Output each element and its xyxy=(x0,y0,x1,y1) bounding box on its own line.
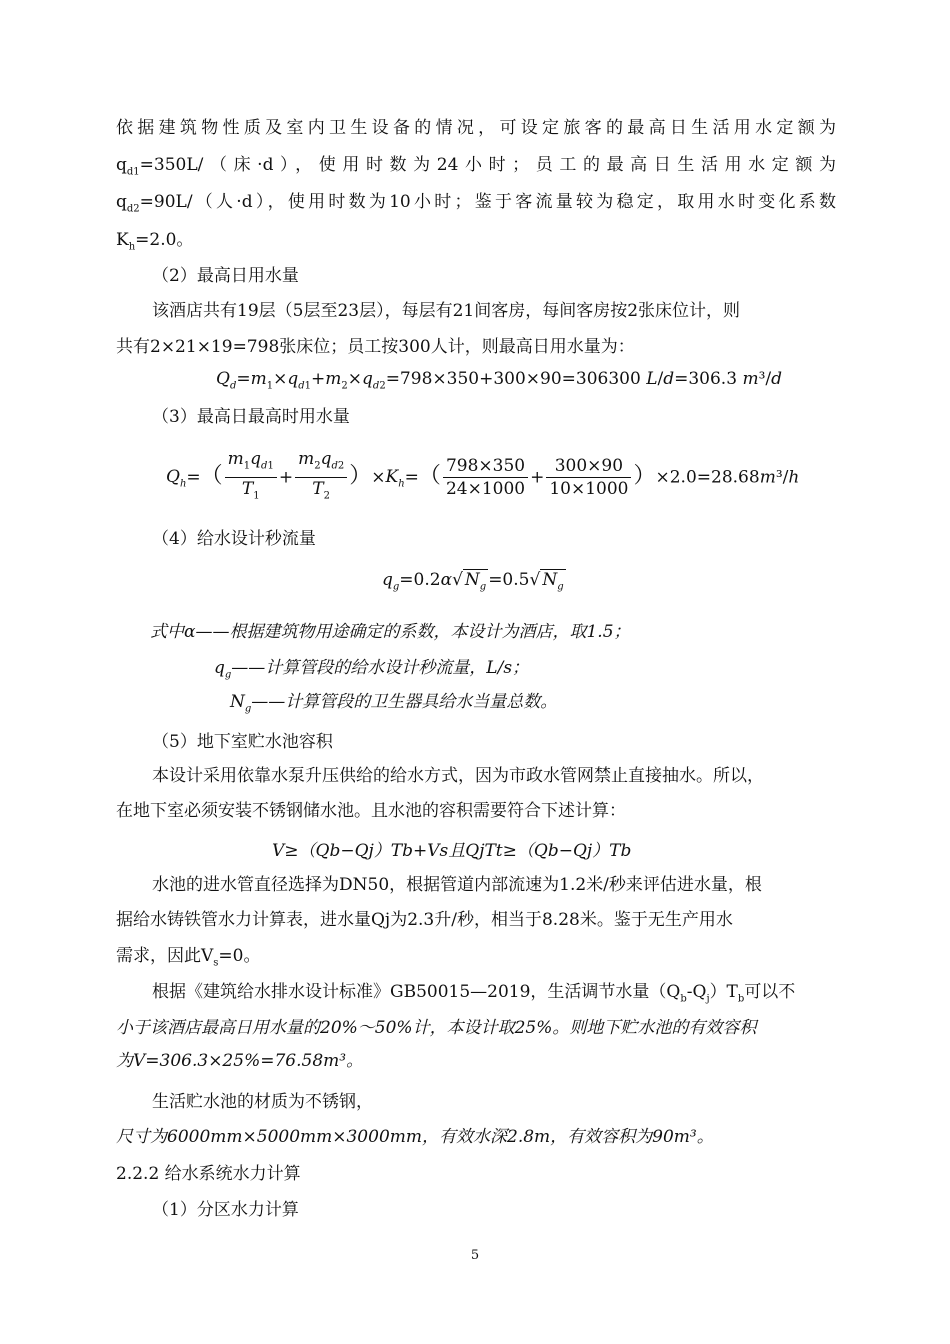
text-line: $K_h=2.0$。 xyxy=(116,230,194,253)
text-line: 在地下室必须安装不锈钢储水池。且水池的容积需要符合下述计算： xyxy=(116,801,626,821)
subheading: （4）给水设计秒流量 xyxy=(152,529,316,549)
text-line: 小于该酒店最高日用水量的20%～50%计，本设计取25%。则地下贮水池的有效容积 xyxy=(116,1018,757,1038)
formula-v: V≥（Qb−Qj）Tb+Vs且QjTt≥（Qb−Qj）Tb xyxy=(272,841,632,861)
formula-qd: $Q_d=m_1\times q_{d1}+m_2\times q_{d2}=798\times 350+300\times 90=306300$ L/d=306.3 m³/d xyxy=(216,369,782,392)
text-line: 需求，因此$V_s=0$。 xyxy=(116,946,261,969)
text-line: 尺寸为6000mm×5000mm×3000mm，有效水深2.8m，有效容积为90m³。 xyxy=(116,1127,714,1147)
formula-note: 式中α——根据建筑物用途确定的系数，本设计为酒店，取1.5； xyxy=(150,622,631,642)
qh-result: ×2.0=28.68 xyxy=(655,467,760,488)
formula-note: $q_g——$计算管段的给水设计秒流量，L/s； xyxy=(214,658,530,681)
text-line: $q_{d2}=90L/$（人·d），使用时数为10小时；鉴于客流量较为稳定，取用水时变化系数 xyxy=(116,192,836,215)
text-line: 该酒店共有19层（5层至23层），每层有21间客房，每间客房按2张床位计，则 xyxy=(152,301,741,321)
formula-qh: $Q_h=$（ $\frac{m_1q_{d1}}{T_1}$ + $\frac{m_2q_{d2}}{T_2}$ ）$\times K_h=$（ $\frac{798\times 350}{24\times 1000}$ + $\frac{300\times 90}{10\times 1000}$ ）×2.0=28.68m³/h xyxy=(166,449,800,502)
text-line: 据给水铸铁管水力计算表，进水量Qj为2.3升/秒，相当于8.28米。鉴于无生产用水 xyxy=(116,910,733,930)
text-line: $q_{d1}=350L/$（床·d），使用时数为24小时；员工的最高日生活用水定额为 xyxy=(116,155,836,178)
text-line: 共有2×21×19=798张床位；员工按300人计，则最高日用水量为： xyxy=(116,337,635,357)
formula-qg: $q_g=0.2\alpha√$ $N_g =0.5√$ $N_g$ xyxy=(382,570,564,593)
subheading: （1）分区水力计算 xyxy=(152,1200,299,1220)
text-line: 为V=306.3×25%=76.58m³。 xyxy=(116,1051,364,1071)
text-line: 水池的进水管直径选择为DN50，根据管道内部流速为1.2米/秒来评估进水量，根 xyxy=(152,875,762,895)
text-line: 根据《建筑给水排水设计标准》GB50015—2019，生活调节水量$(Q_b-Q_j)T_b$可以不 xyxy=(152,982,796,1005)
page-number: 5 xyxy=(470,1248,480,1263)
section-heading: 2.2.2 给水系统水力计算 xyxy=(116,1164,301,1184)
text-line: 生活贮水池的材质为不锈钢， xyxy=(152,1092,373,1112)
subheading: （3）最高日最高时用水量 xyxy=(152,407,350,427)
text-line: 依据建筑物性质及室内卫生设备的情况，可设定旅客的最高日生活用水定额为 xyxy=(116,118,836,138)
text-line: 本设计采用依靠水泵升压供给的给水方式，因为市政水管网禁止直接抽水。所以， xyxy=(152,766,764,786)
subheading: （2）最高日用水量 xyxy=(152,266,299,286)
subheading: （5）地下室贮水池容积 xyxy=(152,732,333,752)
formula-note: $N_g——$计算管段的卫生器具给水当量总数。 xyxy=(230,692,558,715)
